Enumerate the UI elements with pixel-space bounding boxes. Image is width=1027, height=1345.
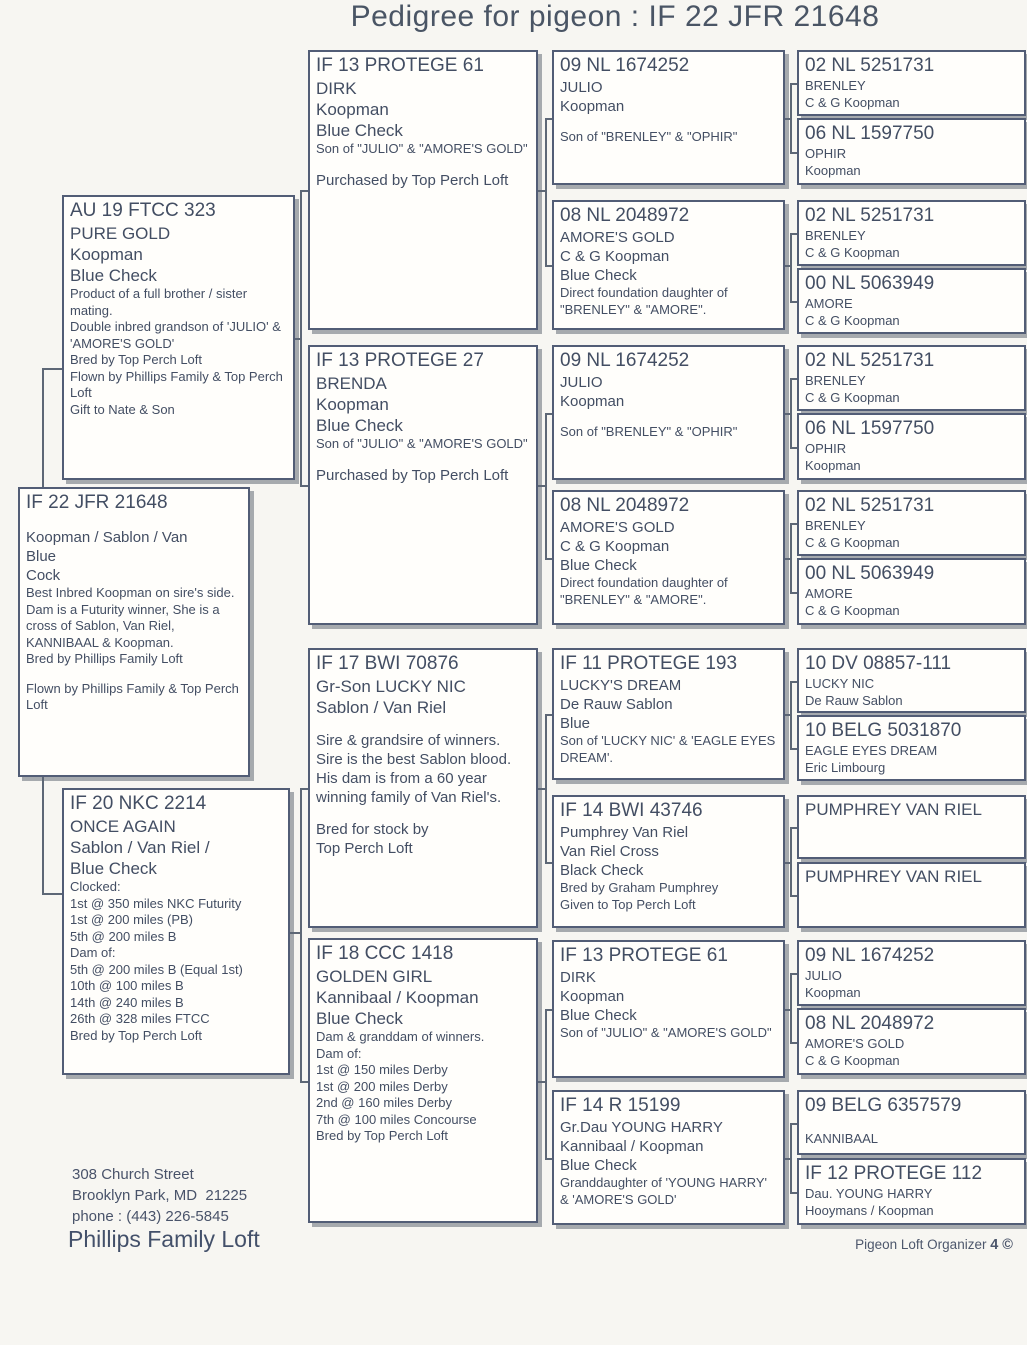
pedigree-text-line: 08 NL 2048972: [560, 205, 690, 226]
pedigree-text-line: Son of "JULIO" & "AMORE'S GOLD": [560, 1025, 772, 1040]
pedigree-text-line: Double inbred grandson of 'JULIO' & 'AMORE'S GOLD': [70, 319, 285, 351]
spacer: [560, 411, 777, 424]
connector-line: [785, 558, 792, 560]
connector-line: [790, 301, 797, 303]
pedigree-box-dam: [62, 788, 290, 1075]
pedigree-text-line: C & G Koopman: [560, 248, 670, 265]
pedigree-text-line: Black Check: [560, 862, 644, 879]
pedigree-text-line: 06 NL 1597750: [805, 123, 935, 144]
connector-line: [545, 413, 552, 415]
connector-line: [545, 558, 552, 560]
pedigree-text-line: Eric Limbourg: [805, 759, 886, 775]
pedigree-text-line: AMORE'S GOLD: [560, 229, 675, 246]
pedigree-text-line: Van Riel Cross: [560, 843, 659, 860]
pedigree-text-line: Gr-Son LUCKY NIC: [316, 677, 466, 696]
pedigree-text-line: IF 14 R 15199: [560, 1095, 681, 1116]
pedigree-text-line: 10th @ 100 miles B: [70, 978, 184, 993]
pedigree-text-line: 10 BELG 5031870: [805, 720, 962, 741]
pedigree-text-line: 00 NL 5063949: [805, 273, 935, 294]
loft-address-street: 308 Church Street: [72, 1166, 194, 1183]
pedigree-text-line: AMORE: [805, 586, 853, 601]
pedigree-text-line: Koopman: [316, 395, 389, 414]
pedigree-text-line: BRENLEY: [805, 518, 866, 533]
pedigree-text-line: Koopman: [560, 98, 625, 115]
pedigree-box-g4-12: [797, 862, 1026, 928]
pedigree-text-line: Sablon / Van Riel: [316, 698, 447, 717]
pedigree-box-g4-13: [797, 940, 1026, 1006]
connector-line: [785, 1009, 792, 1011]
pedigree-text-line: C & G Koopman: [805, 312, 900, 328]
pedigree-text-line: LUCKY'S DREAM: [560, 677, 682, 694]
pedigree-text-line: Blue Check: [316, 121, 403, 140]
pedigree-text-line: 09 NL 1674252: [560, 55, 690, 76]
pedigree-box-g4-4: [797, 268, 1026, 334]
pedigree-text-line: AMORE'S GOLD: [560, 519, 675, 536]
pedigree-box-g3d: [552, 490, 785, 625]
pedigree-box-g2c: [308, 648, 538, 928]
pedigree-text-line: C & G Koopman: [560, 538, 670, 555]
loft-address-city: Brooklyn Park, MD 21225: [72, 1187, 248, 1204]
pedigree-text-line: Sire & grandsire of winners. Sire is the best Sablon blood. His dam is from a 60 year winning family of Van Riel's.: [316, 732, 516, 806]
connector-line: [545, 714, 552, 716]
connector-line: [790, 1123, 797, 1125]
pedigree-text-line: IF 13 PROTEGE 61: [316, 55, 484, 76]
pedigree-text-line: Bred by Top Perch Loft: [70, 1027, 203, 1043]
loft-name: Phillips Family Loft: [68, 1226, 260, 1252]
pedigree-text-line: Son of "JULIO" & "AMORE'S GOLD": [316, 436, 528, 451]
spacer: [316, 453, 530, 466]
connector-line: [42, 368, 44, 487]
pedigree-text-line: Top Perch Loft: [316, 840, 413, 857]
loft-phone: phone : (443) 226-5845: [72, 1208, 229, 1225]
pedigree-text-line: 00 NL 5063949: [805, 563, 935, 584]
pedigree-text-line: Blue Check: [70, 266, 157, 285]
connector-line: [42, 368, 62, 370]
pedigree-text-line: Purchased by Top Perch Loft: [316, 466, 509, 484]
spacer: [560, 116, 777, 129]
pedigree-text-line: Bred by Top Perch Loft: [316, 1128, 449, 1143]
connector-line: [790, 748, 797, 750]
pedigree-text-line: 09 NL 1674252: [560, 350, 690, 371]
pedigree-text-line: GOLDEN GIRL: [316, 967, 433, 986]
connector-line: [785, 265, 792, 267]
pedigree-text-line: IF 18 CCC 1418: [316, 943, 454, 964]
connector-line: [545, 265, 552, 267]
pedigree-text-line: 26th @ 328 miles FTCC: [70, 1011, 210, 1026]
pedigree-text-line: OPHIR: [805, 441, 847, 456]
spacer: [316, 807, 530, 820]
connector-line: [790, 447, 797, 449]
pedigree-text-line: ONCE AGAIN: [70, 817, 176, 836]
pedigree-text-line: IF 12 PROTEGE 112: [805, 1163, 983, 1184]
pedigree-text-line: EAGLE EYES DREAM: [805, 743, 938, 758]
pedigree-text-line: Koopman: [805, 162, 861, 178]
pedigree-text-line: Koopman / Sablon / Van: [26, 529, 188, 546]
pedigree-text-line: C & G Koopman: [805, 1052, 900, 1068]
pedigree-text-line: PUMPHREY VAN RIEL: [805, 867, 982, 886]
spacer: [805, 1118, 1018, 1131]
software-credit-version: 4 ©: [990, 1237, 1013, 1253]
pedigree-text-line: Granddaughter of 'YOUNG HARRY' & 'AMORE'S GOLD': [560, 1175, 771, 1207]
connector-line: [290, 932, 302, 934]
connector-line: [790, 827, 797, 829]
spacer: [26, 515, 242, 528]
connector-line: [790, 523, 797, 525]
connector-line: [42, 777, 44, 895]
pedigree-text-line: 2nd @ 160 miles Derby: [316, 1095, 453, 1110]
pedigree-text-line: Blue Check: [560, 1157, 637, 1174]
pedigree-text-line: Blue: [560, 715, 591, 732]
pedigree-box-g3e: [552, 648, 785, 780]
pedigree-text-line: LUCKY NIC: [805, 676, 875, 691]
pedigree-text-line: 08 NL 2048972: [805, 1013, 935, 1034]
pedigree-text-line: PURE GOLD: [70, 224, 171, 243]
pedigree-text-line: 02 NL 5251731: [805, 495, 935, 516]
pedigree-text-line: Direct foundation daughter of "BRENLEY" & "AMORE".: [560, 575, 732, 607]
pedigree-text-line: Koopman: [560, 393, 625, 410]
pedigree-box-g3b: [552, 200, 785, 330]
pedigree-text-line: IF 11 PROTEGE 193: [560, 653, 738, 674]
pedigree-box-g4-11: [797, 795, 1026, 859]
pedigree-text-line: Blue Check: [316, 1009, 403, 1028]
pedigree-text-line: Clocked:: [70, 879, 121, 894]
pedigree-text-line: Blue Check: [560, 1007, 637, 1024]
connector-line: [785, 1158, 792, 1160]
pedigree-text-line: Bred by Phillips Family Loft: [26, 651, 183, 666]
pedigree-text-line: Bred for stock by: [316, 821, 429, 838]
pedigree-text-line: Dau. YOUNG HARRY: [805, 1186, 933, 1201]
pedigree-text-line: IF 13 PROTEGE 27: [316, 350, 484, 371]
connector-line: [790, 233, 792, 301]
pedigree-text-line: 7th @ 100 miles Concourse: [316, 1111, 477, 1127]
pedigree-box-g4-7: [797, 490, 1026, 556]
pedigree-box-g3g: [552, 940, 785, 1078]
pedigree-text-line: Blue Check: [560, 267, 637, 284]
pedigree-text-line: 09 BELG 6357579: [805, 1095, 962, 1116]
pedigree-text-line: 02 NL 5251731: [805, 55, 935, 76]
pedigree-text-line: 14th @ 240 miles B: [70, 994, 184, 1010]
pedigree-text-line: Given to Top Perch Loft: [560, 896, 696, 912]
connector-line: [545, 1009, 547, 1158]
connector-line: [300, 788, 302, 1081]
software-credit: [855, 1237, 1013, 1253]
pedigree-text-line: 06 NL 1597750: [805, 418, 935, 439]
pedigree-box-g4-16: [797, 1158, 1026, 1225]
pedigree-text-line: Dam of:: [70, 945, 116, 960]
pedigree-text-line: OPHIR: [805, 146, 847, 161]
connector-line: [785, 714, 792, 716]
pedigree-text-line: Kannibaal / Koopman: [316, 988, 479, 1007]
pedigree-box-g4-5: [797, 345, 1026, 411]
pedigree-text-line: Product of a full brother / sister mating.: [70, 286, 251, 318]
pedigree-text-line: JULIO: [560, 79, 603, 96]
connector-line: [545, 1009, 552, 1011]
connector-line: [785, 413, 792, 415]
connector-line: [300, 788, 308, 790]
connector-line: [538, 788, 547, 790]
pedigree-text-line: C & G Koopman: [805, 94, 900, 110]
pedigree-text-line: IF 14 BWI 43746: [560, 800, 703, 821]
pedigree-text-line: Dam & granddam of winners.: [316, 1029, 485, 1044]
pedigree-text-line: 09 NL 1674252: [805, 945, 935, 966]
pedigree-text-line: Hooymans / Koopman: [805, 1202, 934, 1218]
pedigree-box-g4-8: [797, 558, 1026, 625]
pedigree-box-g4-3: [797, 200, 1026, 266]
connector-line: [538, 485, 547, 487]
pedigree-text-line: Best Inbred Koopman on sire's side. Dam is a Futurity winner, She is a cross of Sablon, Van Riel, KANNIBAAL & Koopman.: [26, 585, 242, 650]
connector-line: [790, 681, 797, 683]
pedigree-box-g4-14: [797, 1008, 1026, 1075]
pedigree-text-line: Son of "BRENLEY" & "OPHIR": [560, 129, 738, 144]
pedigree-text-line: BRENLEY: [805, 373, 866, 388]
pedigree-text-line: 1st @ 200 miles (PB): [70, 912, 194, 927]
pedigree-text-line: Bred by Top Perch Loft: [70, 352, 203, 367]
software-credit-name: Pigeon Loft Organizer: [855, 1237, 991, 1252]
pedigree-text-line: Bred by Graham Pumphrey: [560, 880, 719, 895]
pedigree-box-g4-9: [797, 648, 1026, 713]
pedigree-text-line: Blue Check: [70, 859, 157, 878]
pedigree-text-line: Koopman: [70, 245, 143, 264]
pedigree-text-line: DIRK: [316, 79, 357, 98]
pedigree-text-line: De Rauw Sablon: [805, 692, 903, 708]
pedigree-text-line: PUMPHREY VAN RIEL: [805, 800, 982, 819]
pedigree-box-sire: [62, 195, 295, 480]
pedigree-text-line: DIRK: [560, 969, 596, 986]
connector-line: [545, 1158, 552, 1160]
connector-line: [300, 190, 308, 192]
pedigree-text-line: Cock: [26, 567, 61, 584]
connector-line: [790, 152, 797, 154]
pedigree-text-line: AMORE: [805, 296, 853, 311]
connector-line: [790, 1042, 797, 1044]
pedigree-text-line: 02 NL 5251731: [805, 350, 935, 371]
pedigree-text-line: C & G Koopman: [805, 389, 900, 405]
pedigree-box-g2d: [308, 938, 538, 1223]
connector-line: [300, 485, 308, 487]
pedigree-text-line: 1st @ 150 miles Derby: [316, 1062, 448, 1077]
pedigree-box-g4-6: [797, 413, 1026, 480]
pedigree-text-line: Direct foundation daughter of "BRENLEY" & "AMORE".: [560, 285, 732, 317]
connector-line: [785, 862, 792, 864]
pedigree-text-line: BRENLEY: [805, 228, 866, 243]
pedigree-text-line: IF 17 BWI 70876: [316, 653, 459, 674]
pedigree-text-line: AU 19 FTCC 323: [70, 200, 216, 221]
pedigree-text-line: AMORE'S GOLD: [805, 1036, 905, 1051]
connector-line: [295, 338, 302, 340]
connector-line: [545, 118, 552, 120]
pedigree-text-line: Son of "BRENLEY" & "OPHIR": [560, 424, 738, 439]
pedigree-text-line: KANNIBAAL: [805, 1131, 878, 1146]
pedigree-text-line: Koopman: [560, 988, 625, 1005]
spacer: [26, 668, 242, 681]
pedigree-box-g3f: [552, 795, 785, 928]
pedigree-text-line: Blue Check: [560, 557, 637, 574]
connector-line: [790, 973, 792, 1042]
pedigree-text-line: 1st @ 350 miles NKC Futurity: [70, 895, 242, 911]
pedigree-box-g4-2: [797, 118, 1026, 185]
pedigree-text-line: 02 NL 5251731: [805, 205, 935, 226]
pedigree-text-line: JULIO: [560, 374, 603, 391]
pedigree-box-g2a: [308, 50, 538, 330]
pedigree-text-line: Gift to Nate & Son: [70, 401, 175, 417]
pedigree-text-line: Blue: [26, 548, 57, 565]
connector-line: [538, 190, 547, 192]
pedigree-box-subject: [18, 487, 250, 777]
pedigree-box-g2b: [308, 345, 538, 625]
connector-line: [42, 893, 62, 895]
pedigree-box-g4-1: [797, 50, 1026, 116]
pedigree-text-line: Koopman: [805, 457, 861, 473]
pedigree-text-line: Son of 'LUCKY NIC' & 'EAGLE EYES DREAM'.: [560, 733, 779, 765]
pedigree-text-line: Sablon / Van Riel /: [70, 838, 210, 857]
spacer: [316, 718, 530, 731]
pedigree-box-g4-15: [797, 1090, 1026, 1155]
connector-line: [545, 862, 552, 864]
pedigree-text-line: Son of "JULIO" & "AMORE'S GOLD": [316, 141, 528, 156]
connector-line: [790, 973, 797, 975]
pedigree-text-line: Dam of:: [316, 1045, 362, 1061]
pedigree-text-line: C & G Koopman: [805, 534, 900, 550]
connector-line: [790, 1192, 797, 1194]
pedigree-box-g3h: [552, 1090, 785, 1225]
connector-line: [790, 895, 797, 897]
pedigree-text-line: Kannibaal / Koopman: [560, 1138, 704, 1155]
connector-line: [790, 378, 797, 380]
pedigree-text-line: JULIO: [805, 968, 842, 983]
pedigree-text-line: Gr.Dau YOUNG HARRY: [560, 1119, 723, 1136]
spacer: [316, 158, 530, 171]
pedigree-text-line: 5th @ 200 miles B: [70, 928, 177, 944]
pedigree-text-line: Koopman: [316, 100, 389, 119]
pedigree-text-line: Koopman: [805, 984, 861, 1000]
pedigree-text-line: IF 20 NKC 2214: [70, 793, 207, 814]
connector-line: [300, 1081, 308, 1083]
pedigree-text-line: BRENLEY: [805, 78, 866, 93]
pedigree-text-line: C & G Koopman: [805, 244, 900, 260]
pedigree-text-line: Flown by Phillips Family & Top Perch Loft: [70, 368, 287, 400]
connector-line: [785, 118, 792, 120]
page-title: Pedigree for pigeon : IF 22 JFR 21648: [350, 0, 880, 33]
pedigree-text-line: 10 DV 08857-111: [805, 653, 952, 674]
connector-line: [538, 1081, 547, 1083]
pedigree-text-line: 5th @ 200 miles B (Equal 1st): [70, 961, 243, 977]
pedigree-text-line: Blue Check: [316, 416, 403, 435]
pedigree-box-g3a: [552, 50, 785, 185]
connector-line: [790, 827, 792, 895]
connector-line: [790, 592, 797, 594]
connector-line: [790, 83, 797, 85]
pedigree-text-line: Purchased by Top Perch Loft: [316, 171, 509, 189]
pedigree-box-g3c: [552, 345, 785, 480]
pedigree-text-line: Pumphrey Van Riel: [560, 824, 689, 841]
pedigree-text-line: BRENDA: [316, 374, 387, 393]
connector-line: [790, 233, 797, 235]
pedigree-text-line: C & G Koopman: [805, 602, 900, 618]
pedigree-text-line: IF 22 JFR 21648: [26, 492, 168, 513]
pedigree-text-line: De Rauw Sablon: [560, 696, 673, 713]
pedigree-text-line: 1st @ 200 miles Derby: [316, 1078, 448, 1094]
pedigree-text-line: IF 13 PROTEGE 61: [560, 945, 728, 966]
pedigree-text-line: Flown by Phillips Family & Top Perch Loft: [26, 680, 243, 712]
pedigree-box-g4-10: [797, 715, 1026, 781]
pedigree-text-line: 08 NL 2048972: [560, 495, 690, 516]
